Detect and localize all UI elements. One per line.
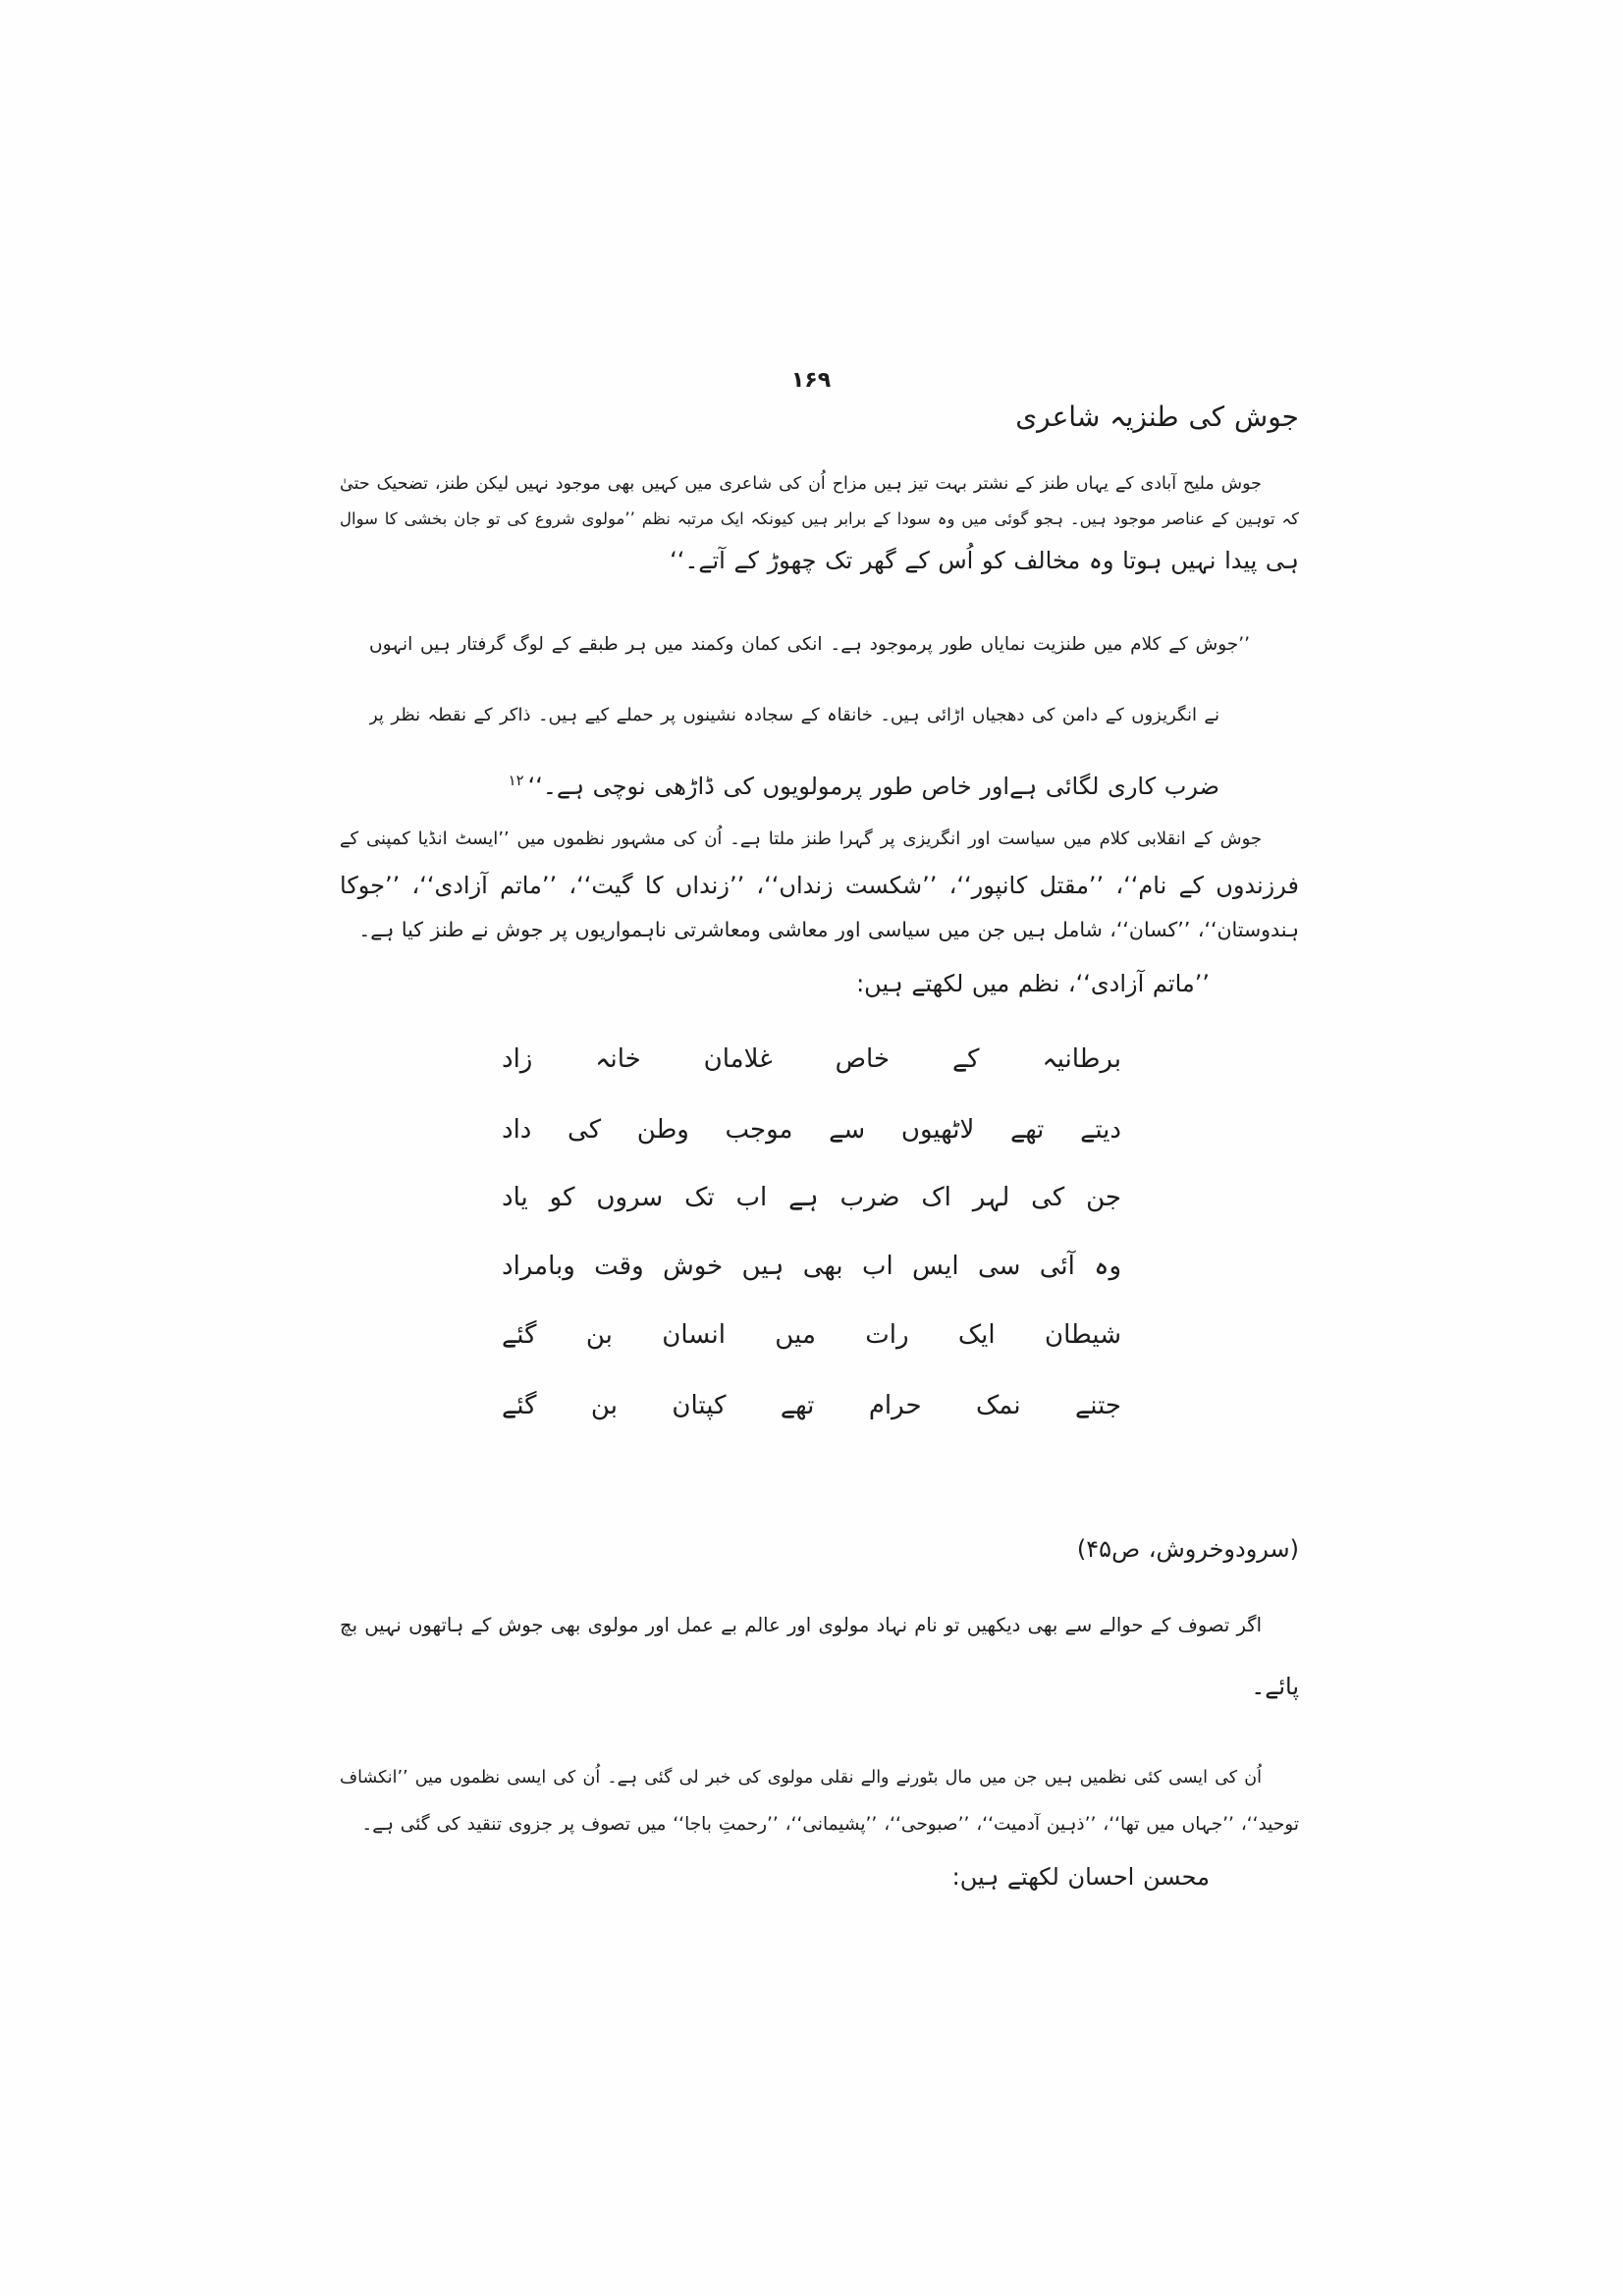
- quote-line-2: نے انگریزوں کے دامن کی دھجیاں اڑائی ہیں۔ خانقاہ کے سجادہ نشینوں پر حملے کیے ہیں۔ ذاکر کے نقطہ نظر پر: [369, 705, 1219, 725]
- paragraph-3-line-1: اگر تصوف کے حوالے سے بھی دیکھیں تو نام نہاد مولوی اور عالم بے عمل اور مولوی بھی جوش کے ہاتھوں نہیں بچ: [340, 1614, 1262, 1636]
- poem-line-4: وہ آئی سی ایس اب بھی ہیں خوش وقت وبامراد: [502, 1252, 1121, 1281]
- paragraph-4-line-1: اُن کی ایسی کئی نظمیں ہیں جن میں مال بٹورنے والے نقلی مولوی کی خبر لی گئی ہے۔ اُن کی ایسی نظموں میں ’’انکشاف: [340, 1768, 1262, 1788]
- poem-line-1: برطانیہ کے خاص غلامان خانہ زاد: [502, 1044, 1121, 1074]
- quote-line-3: [369, 765, 1219, 808]
- closing-line: محسن احسان لکھتے ہیں:: [951, 1863, 1210, 1891]
- poem-line-2: دیتے تھے لاٹھیوں سے موجب وطن کی داد: [502, 1115, 1121, 1145]
- paragraph-1-line-2: کہ توہین کے عناصر موجود ہیں۔ ہجو گوئی میں وہ سودا کے برابر ہیں کیونکہ ایک مرتبہ نظم ’’مولوی شروع کی تو جان بخشی کا سوال: [340, 509, 1299, 528]
- section-heading: جوش کی طنزیہ شاعری: [1015, 400, 1299, 433]
- poem-citation: (سرودوخروش، ص۴۵): [1076, 1535, 1299, 1563]
- paragraph-2-line-3: ہندوستان‘‘، ’’کسان‘‘، شامل ہیں جن میں سیاسی اور معاشی ومعاشرتی ناہمواریوں پر جوش نے طنز کیا ہے۔: [358, 918, 1299, 941]
- footnote-reference: ۱۲: [508, 772, 524, 789]
- paragraph-4-line-2: توحید‘‘، ’’جہاں میں تھا‘‘، ’’ذہین آدمیت‘‘، ’’صبوحی‘‘، ’’پشیمانی‘‘، ’’رحمتِ باجا‘‘ میں تصوف پر جزوی تنقید کی گئی ہے۔: [361, 1814, 1299, 1835]
- quote-line-3-text: ضرب کاری لگائی ہےاور خاص طور پرمولویوں کی ڈاڑھی نوچی ہے۔‘‘: [527, 773, 1219, 800]
- paragraph-3-line-2: پائے۔: [1251, 1673, 1299, 1700]
- poem-line-5: شیطان ایک رات میں انسان بن گئے: [502, 1320, 1121, 1350]
- paragraph-2-line-1: جوش کے انقلابی کلام میں سیاست اور انگریزی پر گہرا طنز ملتا ہے۔ اُن کی مشہور نظموں میں ’’ایسٹ انڈیا کمپنی کے: [340, 828, 1262, 849]
- quote-line-1: ’’جوش کے کلام میں طنزیت نمایاں طور پرموجود ہے۔ انکی کمان وکمند میں ہر طبقے کے لوگ گرفتار ہیں انہوں: [369, 634, 1250, 655]
- poem-line-6: جتنے نمک حرام تھے کپتان بن گئے: [502, 1391, 1121, 1420]
- paragraph-2-line-2: فرزندوں کے نام‘‘، ’’مقتل کانپور‘‘، ’’شکست زنداں‘‘، ’’زنداں کا گیت‘‘، ’’ماتم آزادی‘‘، ’’جوکا: [340, 872, 1299, 899]
- poem-line-3: جن کی لہر اک ضرب ہے اب تک سروں کو یاد: [502, 1183, 1121, 1212]
- page-number: ۱۶۹: [790, 368, 832, 393]
- paragraph-1-line-1: جوش ملیح آبادی کے یہاں طنز کے نشتر بہت تیز ہیں مزاح اُن کی شاعری میں کہیں بھی موجود نہیں لیکن طنز، تضحیک حتیٰ: [340, 474, 1262, 494]
- poem-introduction: ’’ماتم آزادی‘‘، نظم میں لکھتے ہیں:: [856, 970, 1210, 997]
- paragraph-1-line-3: ہی پیدا نہیں ہوتا وہ مخالف کو اُس کے گھر تک چھوڑ کے آتے۔‘‘: [670, 547, 1299, 574]
